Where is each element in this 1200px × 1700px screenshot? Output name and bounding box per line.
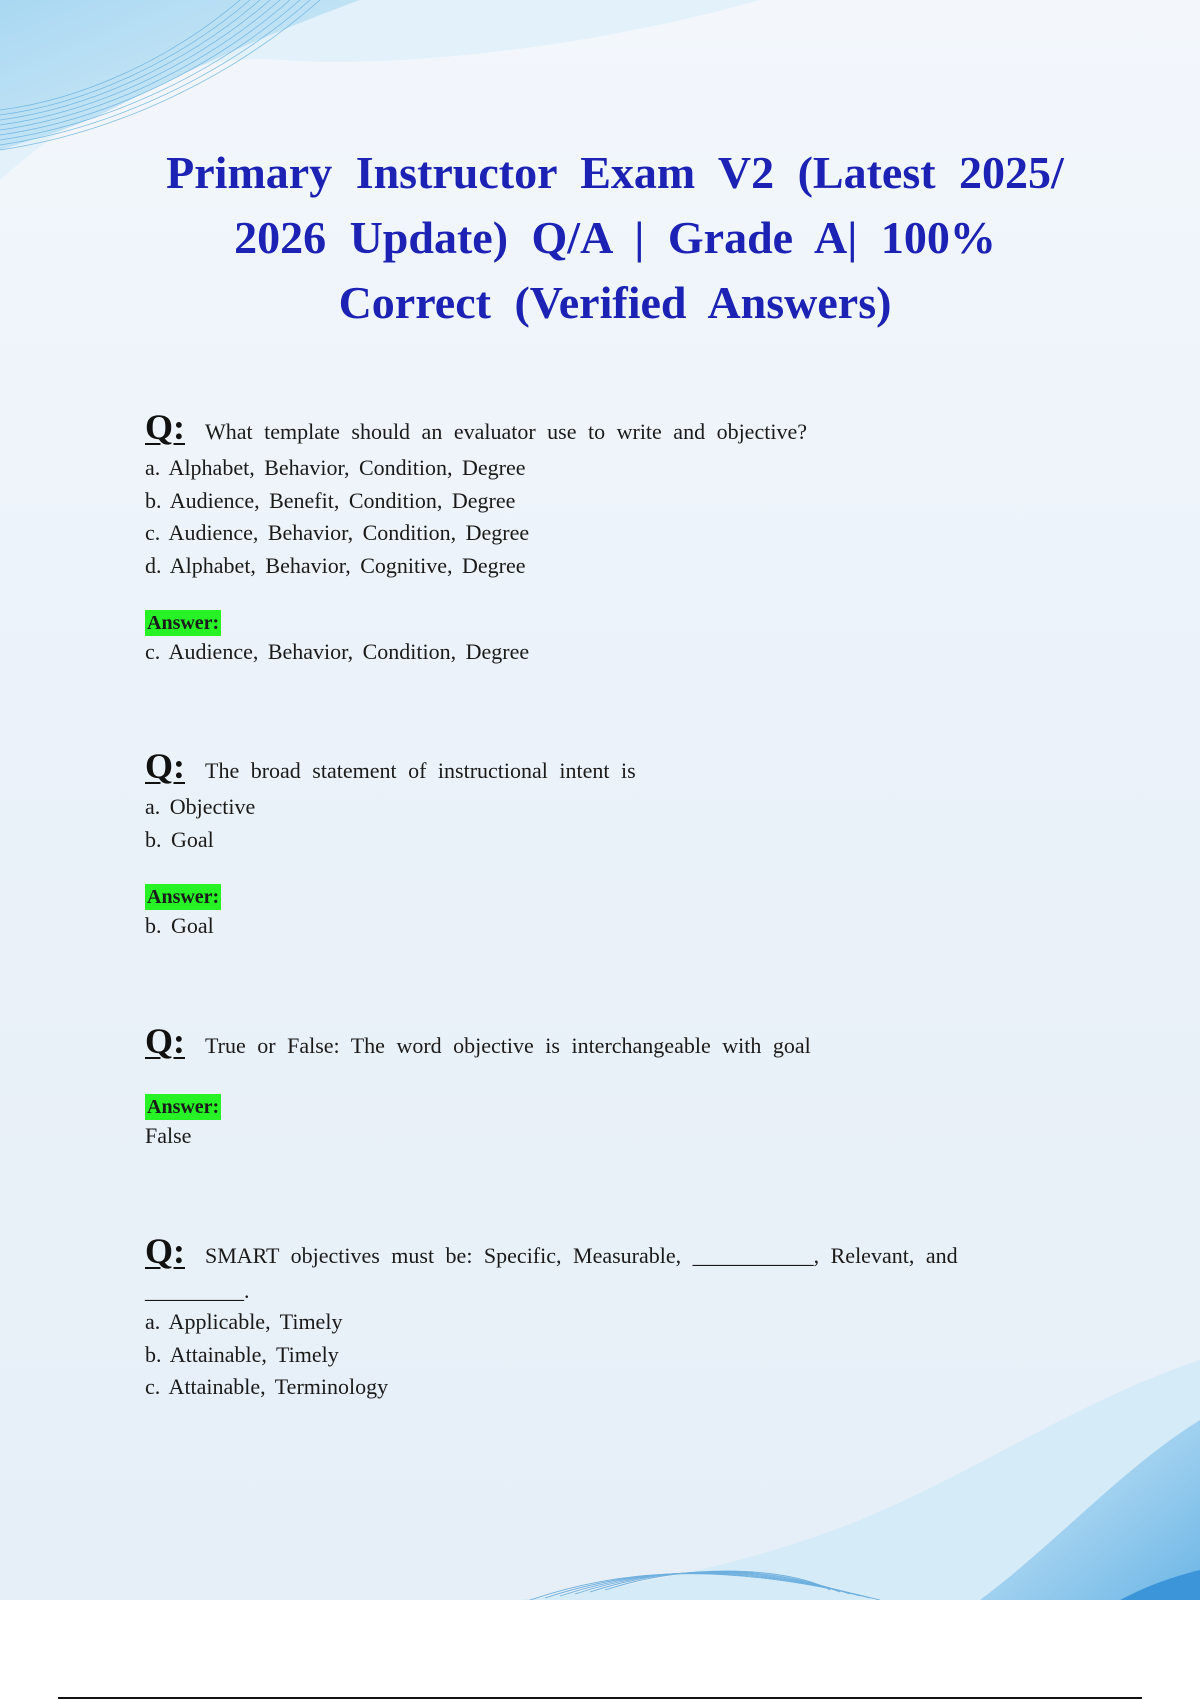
option-list xyxy=(145,791,1065,856)
question-text: The broad statement of instructional intent is xyxy=(205,758,636,783)
option-d: d. Alphabet, Behavior, Cognitive, Degree xyxy=(145,552,526,578)
answer-label: Answer: xyxy=(147,612,220,634)
question-text: What template should an evaluator use to write and objective? xyxy=(205,419,807,444)
footer-divider xyxy=(58,1697,1142,1699)
qa-item-4 xyxy=(145,1231,1065,1404)
option-list xyxy=(145,452,1065,582)
question-line xyxy=(145,407,1065,452)
document-title: Primary Instructor Exam V2 (Latest 2025/ 2026 Update) Q/A | Grade A| 100% Correct (Verified Answers) xyxy=(166,147,1064,328)
question-label: Q: xyxy=(145,407,185,447)
option-c: c. Audience, Behavior, Condition, Degree xyxy=(145,520,530,545)
question-line xyxy=(145,746,1065,791)
qa-item-3 xyxy=(145,1021,1065,1152)
question-text: SMART objectives must be: Specific, Measurable, ___________, Relevant, and xyxy=(205,1243,958,1268)
question-line xyxy=(145,1231,1065,1276)
qa-item-2 xyxy=(145,746,1065,942)
option-a: a. Alphabet, Behavior, Condition, Degree xyxy=(145,455,526,480)
question-line xyxy=(145,1021,1065,1066)
option-list xyxy=(145,1306,1065,1404)
question-label: Q: xyxy=(145,746,185,786)
answer-text: False xyxy=(145,1123,192,1148)
option-b: b. Attainable, Timely xyxy=(145,1341,339,1367)
answer-text: c. Audience, Behavior, Condition, Degree xyxy=(145,639,530,664)
answer-label: Answer: xyxy=(147,1096,220,1118)
answer-text: b. Goal xyxy=(145,913,214,938)
option-b: b. Goal xyxy=(145,826,214,852)
option-c: c. Attainable, Terminology xyxy=(145,1374,389,1399)
option-b: b. Audience, Benefit, Condition, Degree xyxy=(145,487,516,513)
question-text-continued: _________. xyxy=(145,1278,250,1303)
option-a: a. Applicable, Timely xyxy=(145,1309,343,1334)
question-text: True or False: The word objective is interchangeable with goal xyxy=(205,1033,811,1058)
qa-item-1 xyxy=(145,407,1065,668)
question-label: Q: xyxy=(145,1021,185,1061)
question-label: Q: xyxy=(145,1231,185,1271)
answer-label: Answer: xyxy=(147,886,220,908)
option-a: a. Objective xyxy=(145,794,256,819)
